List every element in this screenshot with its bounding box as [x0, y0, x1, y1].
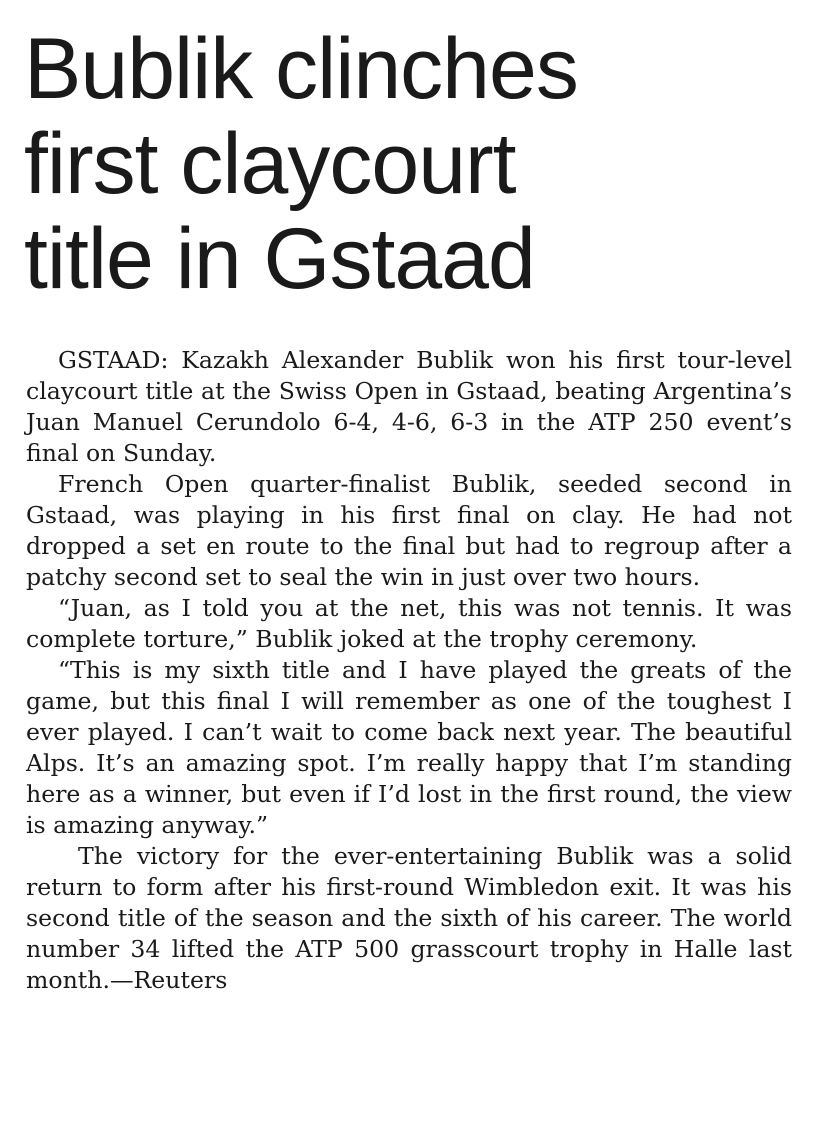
headline-line: title in Gstaad — [24, 211, 535, 307]
headline — [24, 22, 804, 307]
headline-line: first claycourt — [24, 116, 516, 212]
headline-line: Bublik clinches — [24, 21, 578, 117]
article-paragraph: GSTAAD: Kazakh Alexander Bublik won his first tour-level claycourt title at the Swiss Open in Gstaad, beating Argentina’s Juan Manuel Cerundolo 6-4, 4-6, 6-3 in the ATP 250 event’s final on Sunday. — [26, 346, 792, 467]
article-body — [26, 345, 792, 996]
article-paragraph: “Juan, as I told you at the net, this was not tennis. It was complete torture,” Bublik joked at the trophy ceremony. — [26, 594, 792, 653]
article-paragraph: The victory for the ever-entertaining Bublik was a solid return to form after his first-round Wimbledon exit. It was his second title of the season and the sixth of his career. The world number 34 lifted the ATP 500 grasscourt trophy in Halle last month.—Reuters — [26, 842, 792, 994]
article-paragraph: “This is my sixth title and I have played the greats of the game, but this final I will remember as one of the toughest I ever played. I can’t wait to come back next year. The beautiful Alps. It’s an amazing spot. I’m really happy that I’m standing here as a winner, but even if I’d lost in the first round, the view is amazing anyway.” — [26, 656, 792, 839]
article-paragraph: French Open quarter-finalist Bublik, seeded second in Gstaad, was playing in his first final on clay. He had not dropped a set en route to the final but had to regroup after a patchy second set to seal the win in just over two hours. — [26, 470, 792, 591]
